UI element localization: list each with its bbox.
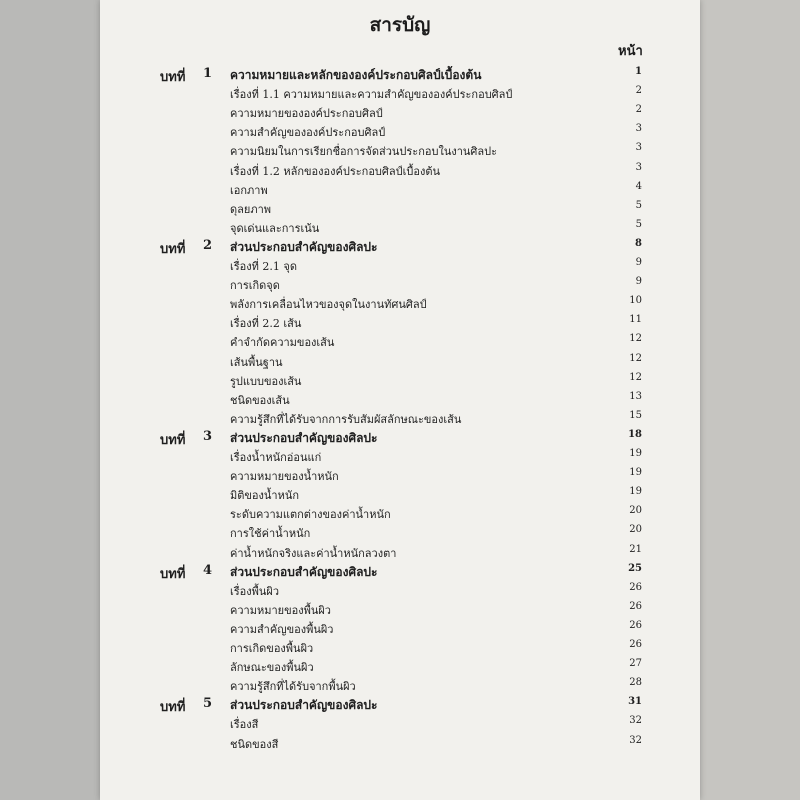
page-number: 21 bbox=[629, 543, 642, 555]
chapter-title: ความหมายและหลักขององค์ประกอบศิลป์เบื้องต้น bbox=[230, 68, 482, 82]
entry-title: ชนิดของเส้น bbox=[230, 393, 290, 407]
page-number: 8 bbox=[635, 237, 642, 249]
toc-entry-row bbox=[100, 257, 700, 275]
entry-title: ชนิดของสี bbox=[230, 737, 279, 751]
page-number: 20 bbox=[629, 505, 642, 517]
page-number: 26 bbox=[629, 639, 642, 650]
page-number: 9 bbox=[635, 257, 642, 268]
toc-entry-row bbox=[100, 200, 700, 218]
page-number: 28 bbox=[629, 677, 642, 689]
toc-entry-row bbox=[100, 639, 700, 657]
entry-title: ระดับความแตกต่างของค่าน้ำหนัก bbox=[230, 508, 391, 522]
page-number: 1 bbox=[635, 66, 642, 77]
toc-entry-row bbox=[100, 295, 700, 313]
chapter-number: 3 bbox=[203, 428, 213, 444]
chapter-label: บทที่ bbox=[160, 70, 186, 85]
entry-title: เรื่องที่ 1.1 ความหมายและความสำคัญขององค์ประกอบศิลป์ bbox=[230, 88, 513, 102]
page-number-header: หน้า bbox=[618, 44, 643, 59]
toc-entry-row bbox=[100, 123, 700, 141]
entry-title: ความสำคัญขององค์ประกอบศิลป์ bbox=[230, 126, 386, 140]
toc-entry-row bbox=[100, 162, 700, 180]
toc-entry-row bbox=[100, 448, 700, 466]
page-number: 26 bbox=[629, 581, 642, 593]
toc-chapter-row bbox=[100, 66, 700, 84]
chapter-number: 2 bbox=[203, 237, 213, 253]
page-number: 32 bbox=[629, 734, 642, 746]
page-number: 19 bbox=[629, 448, 642, 459]
toc-entry-row bbox=[100, 104, 700, 122]
toc-chapter-row bbox=[100, 563, 700, 581]
page-number: 3 bbox=[635, 142, 642, 154]
page-number: 10 bbox=[629, 295, 642, 307]
entry-title: มิติของน้ำหนัก bbox=[230, 489, 300, 503]
page-number: 12 bbox=[629, 371, 642, 383]
page-number: 5 bbox=[635, 218, 642, 230]
entry-title: ค่าน้ำหนักจริงและค่าน้ำหนักลวงตา bbox=[230, 546, 397, 560]
entry-title: เรื่องพื้นผิว bbox=[230, 584, 280, 598]
entry-title: ดุลยภาพ bbox=[230, 202, 272, 216]
chapter-number: 4 bbox=[203, 562, 213, 578]
page-number: 3 bbox=[635, 161, 642, 173]
page-number: 25 bbox=[628, 562, 642, 574]
toc-entry-row bbox=[100, 544, 700, 562]
entry-title: เรื่องที่ 2.2 เส้น bbox=[230, 317, 302, 331]
toc-entry-row bbox=[100, 620, 700, 638]
toc-entry-row bbox=[100, 677, 700, 695]
entry-title: ความหมายของน้ำหนัก bbox=[230, 470, 339, 484]
chapter-number: 1 bbox=[203, 66, 213, 81]
toc-entry-row bbox=[100, 505, 700, 523]
page-number: 2 bbox=[635, 85, 642, 97]
entry-title: ความหมายขององค์ประกอบศิลป์ bbox=[230, 107, 383, 121]
page-number: 19 bbox=[629, 486, 642, 498]
toc-entry-row bbox=[100, 314, 700, 332]
chapter-label: บทที่ bbox=[160, 566, 186, 582]
page-number: 31 bbox=[628, 696, 642, 708]
entry-title: จุดเด่นและการเน้น bbox=[230, 221, 320, 235]
entry-title: เรื่องที่ 1.2 หลักขององค์ประกอบศิลป์เบื้องต้น bbox=[230, 164, 441, 178]
page-number: 27 bbox=[629, 658, 642, 670]
entry-title: ความนิยมในการเรียกชื่อการจัดส่วนประกอบในงานศิลปะ bbox=[230, 145, 498, 159]
page-number: 15 bbox=[629, 409, 642, 421]
page-number: 20 bbox=[629, 524, 642, 536]
page-number: 12 bbox=[629, 352, 642, 364]
chapter-title: ส่วนประกอบสำคัญของศิลปะ bbox=[230, 698, 378, 713]
toc-entry-row bbox=[100, 410, 700, 428]
toc-entry-row bbox=[100, 353, 700, 371]
entry-title: ลักษณะของพื้นผิว bbox=[230, 661, 314, 675]
page-number: 11 bbox=[629, 314, 642, 326]
entry-title: ความหมายของพื้นผิว bbox=[230, 603, 331, 617]
toc-entry-row bbox=[100, 486, 700, 504]
entry-title: คำจำกัดความของเส้น bbox=[230, 336, 335, 350]
entry-title: เรื่องสี bbox=[230, 718, 259, 732]
toc-entry-row bbox=[100, 181, 700, 199]
entry-title: พลังการเคลื่อนไหวของจุดในงานทัศนศิลป์ bbox=[230, 298, 427, 312]
chapter-label: บทที่ bbox=[160, 700, 186, 716]
chapter-label: บทที่ bbox=[160, 241, 186, 257]
chapter-label: บทที่ bbox=[160, 432, 186, 448]
page-number: 12 bbox=[629, 333, 642, 345]
document-page bbox=[100, 0, 700, 800]
page-number: 13 bbox=[629, 390, 642, 402]
page-number: 9 bbox=[635, 276, 642, 288]
page-title: สารบัญ bbox=[369, 14, 431, 36]
toc-entry-row bbox=[100, 467, 700, 485]
toc-entry-row bbox=[100, 85, 700, 103]
toc-entry-row bbox=[100, 142, 700, 160]
entry-title: การเกิดของพื้นผิว bbox=[230, 642, 314, 655]
page-number: 18 bbox=[628, 428, 642, 440]
chapter-title: ส่วนประกอบสำคัญของศิลปะ bbox=[230, 564, 378, 579]
background-edge bbox=[700, 0, 800, 800]
entry-title: เรื่องน้ำหนักอ่อนแก่ bbox=[230, 451, 322, 464]
toc-entry-row bbox=[100, 735, 700, 753]
page-number: 26 bbox=[629, 619, 642, 631]
chapter-number: 5 bbox=[203, 696, 213, 712]
entry-title: ความรู้สึกที่ได้รับจากการรับสัมผัสลักษณะของเส้น bbox=[230, 412, 462, 426]
entry-title: เอกภาพ bbox=[230, 183, 268, 197]
entry-title: ความรู้สึกที่ได้รับจากพื้นผิว bbox=[230, 680, 356, 694]
toc-chapter-row bbox=[100, 238, 700, 256]
page-number: 4 bbox=[635, 180, 642, 192]
page-number: 26 bbox=[629, 600, 642, 612]
entry-title: เส้นพื้นฐาน bbox=[230, 355, 283, 369]
toc-chapter-row bbox=[100, 429, 700, 447]
toc-entry-row bbox=[100, 219, 700, 237]
toc-entry-row bbox=[100, 333, 700, 351]
page-number: 3 bbox=[635, 123, 642, 135]
entry-title: เรื่องที่ 2.1 จุด bbox=[230, 260, 297, 273]
toc-chapter-row bbox=[100, 696, 700, 714]
entry-title: การเกิดจุด bbox=[230, 279, 280, 293]
page-number: 5 bbox=[635, 199, 642, 211]
page-number: 32 bbox=[629, 715, 642, 727]
entry-title: การใช้ค่าน้ำหนัก bbox=[230, 527, 311, 541]
entry-title: รูปแบบของเส้น bbox=[230, 374, 302, 388]
toc-entry-row bbox=[100, 524, 700, 542]
page-number: 19 bbox=[629, 467, 642, 479]
toc-entry-row bbox=[100, 582, 700, 600]
toc-entry-row bbox=[100, 601, 700, 619]
chapter-title: ส่วนประกอบสำคัญของศิลปะ bbox=[230, 239, 378, 254]
toc-entry-row bbox=[100, 715, 700, 733]
toc-entry-row bbox=[100, 658, 700, 676]
chapter-title: ส่วนประกอบสำคัญของศิลปะ bbox=[230, 430, 378, 445]
toc-entry-row bbox=[100, 391, 700, 409]
toc-entry-row bbox=[100, 372, 700, 390]
page-number: 2 bbox=[635, 104, 642, 116]
entry-title: ความสำคัญของพื้นผิว bbox=[230, 622, 334, 636]
toc-entry-row bbox=[100, 276, 700, 294]
